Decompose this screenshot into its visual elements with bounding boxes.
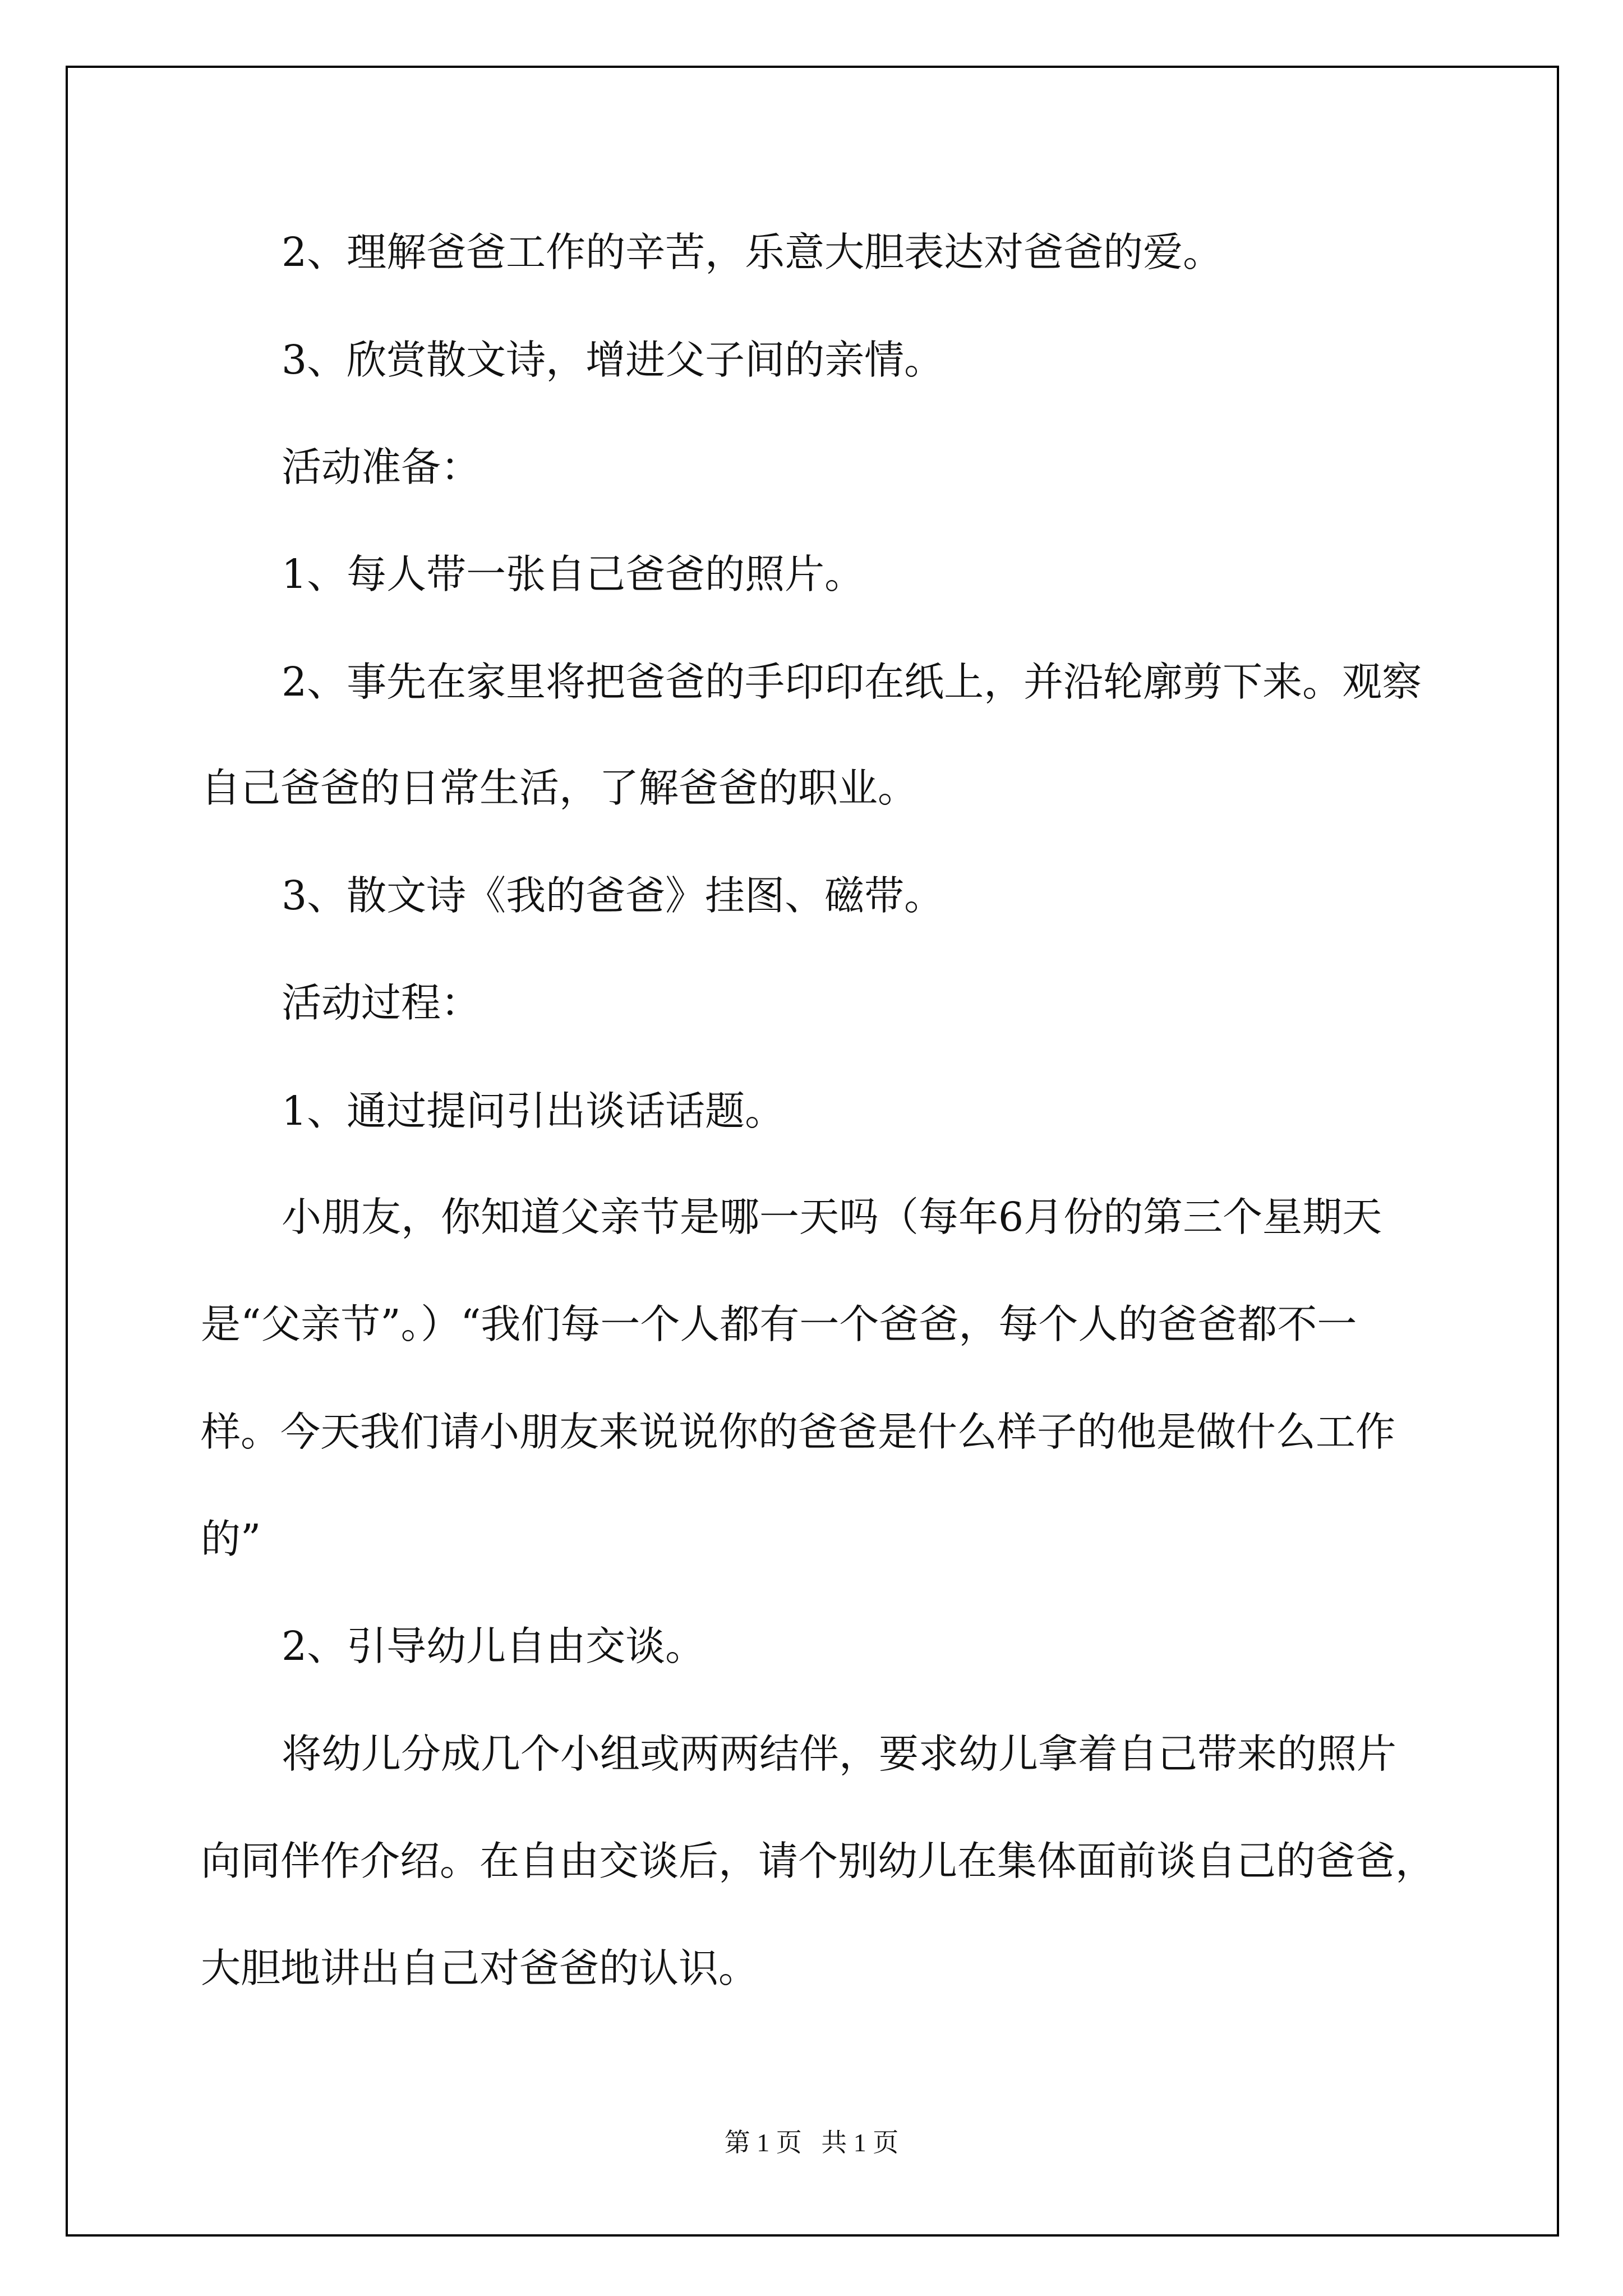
paragraph-line: 的” bbox=[201, 1516, 261, 1562]
paragraph-line: 2、理解爸爸工作的辛苦，乐意大胆表达对爸爸的爱。 bbox=[282, 229, 1223, 275]
paragraph-line: 将幼儿分成几个小组或两两结伴，要求幼儿拿着自己带来的照片 bbox=[282, 1731, 1397, 1777]
paragraph-line: 向同伴作介绍。在自由交谈后，请个别幼儿在集体面前谈自己的爸爸， bbox=[201, 1838, 1436, 1884]
section-heading: 活动准备： bbox=[282, 444, 481, 490]
paragraph-line: 样。今天我们请小朋友来说说你的爸爸是什么样子的他是做什么工作 bbox=[201, 1409, 1396, 1455]
paragraph-line: 是“父亲节”。）“我们每一个人都有一个爸爸，每个人的爸爸都不一 bbox=[201, 1301, 1357, 1347]
paragraph-line: 大胆地讲出自己对爸爸的认识。 bbox=[201, 1945, 759, 1991]
paragraph-line: 2、引导幼儿自由交谈。 bbox=[282, 1623, 706, 1669]
paragraph-line: 1、每人带一张自己爸爸的照片。 bbox=[282, 551, 865, 597]
paragraph-line: 3、欣赏散文诗，增进父子间的亲情。 bbox=[282, 337, 944, 383]
paragraph-line: 3、散文诗《我的爸爸》挂图、磁带。 bbox=[282, 872, 944, 919]
page-footer: 第 1 页 共 1 页 bbox=[724, 2128, 899, 2157]
paragraph-line: 自己爸爸的日常生活，了解爸爸的职业。 bbox=[201, 765, 918, 811]
section-heading: 活动过程： bbox=[282, 979, 481, 1026]
page-border bbox=[66, 66, 1559, 2237]
paragraph-line: 1、通过提问引出谈话话题。 bbox=[282, 1088, 785, 1134]
paragraph-line: 2、事先在家里将把爸爸的手印印在纸上，并沿轮廓剪下来。观察 bbox=[282, 659, 1422, 705]
paragraph-line: 小朋友，你知道父亲节是哪一天吗（每年6月份的第三个星期天 bbox=[282, 1194, 1382, 1240]
